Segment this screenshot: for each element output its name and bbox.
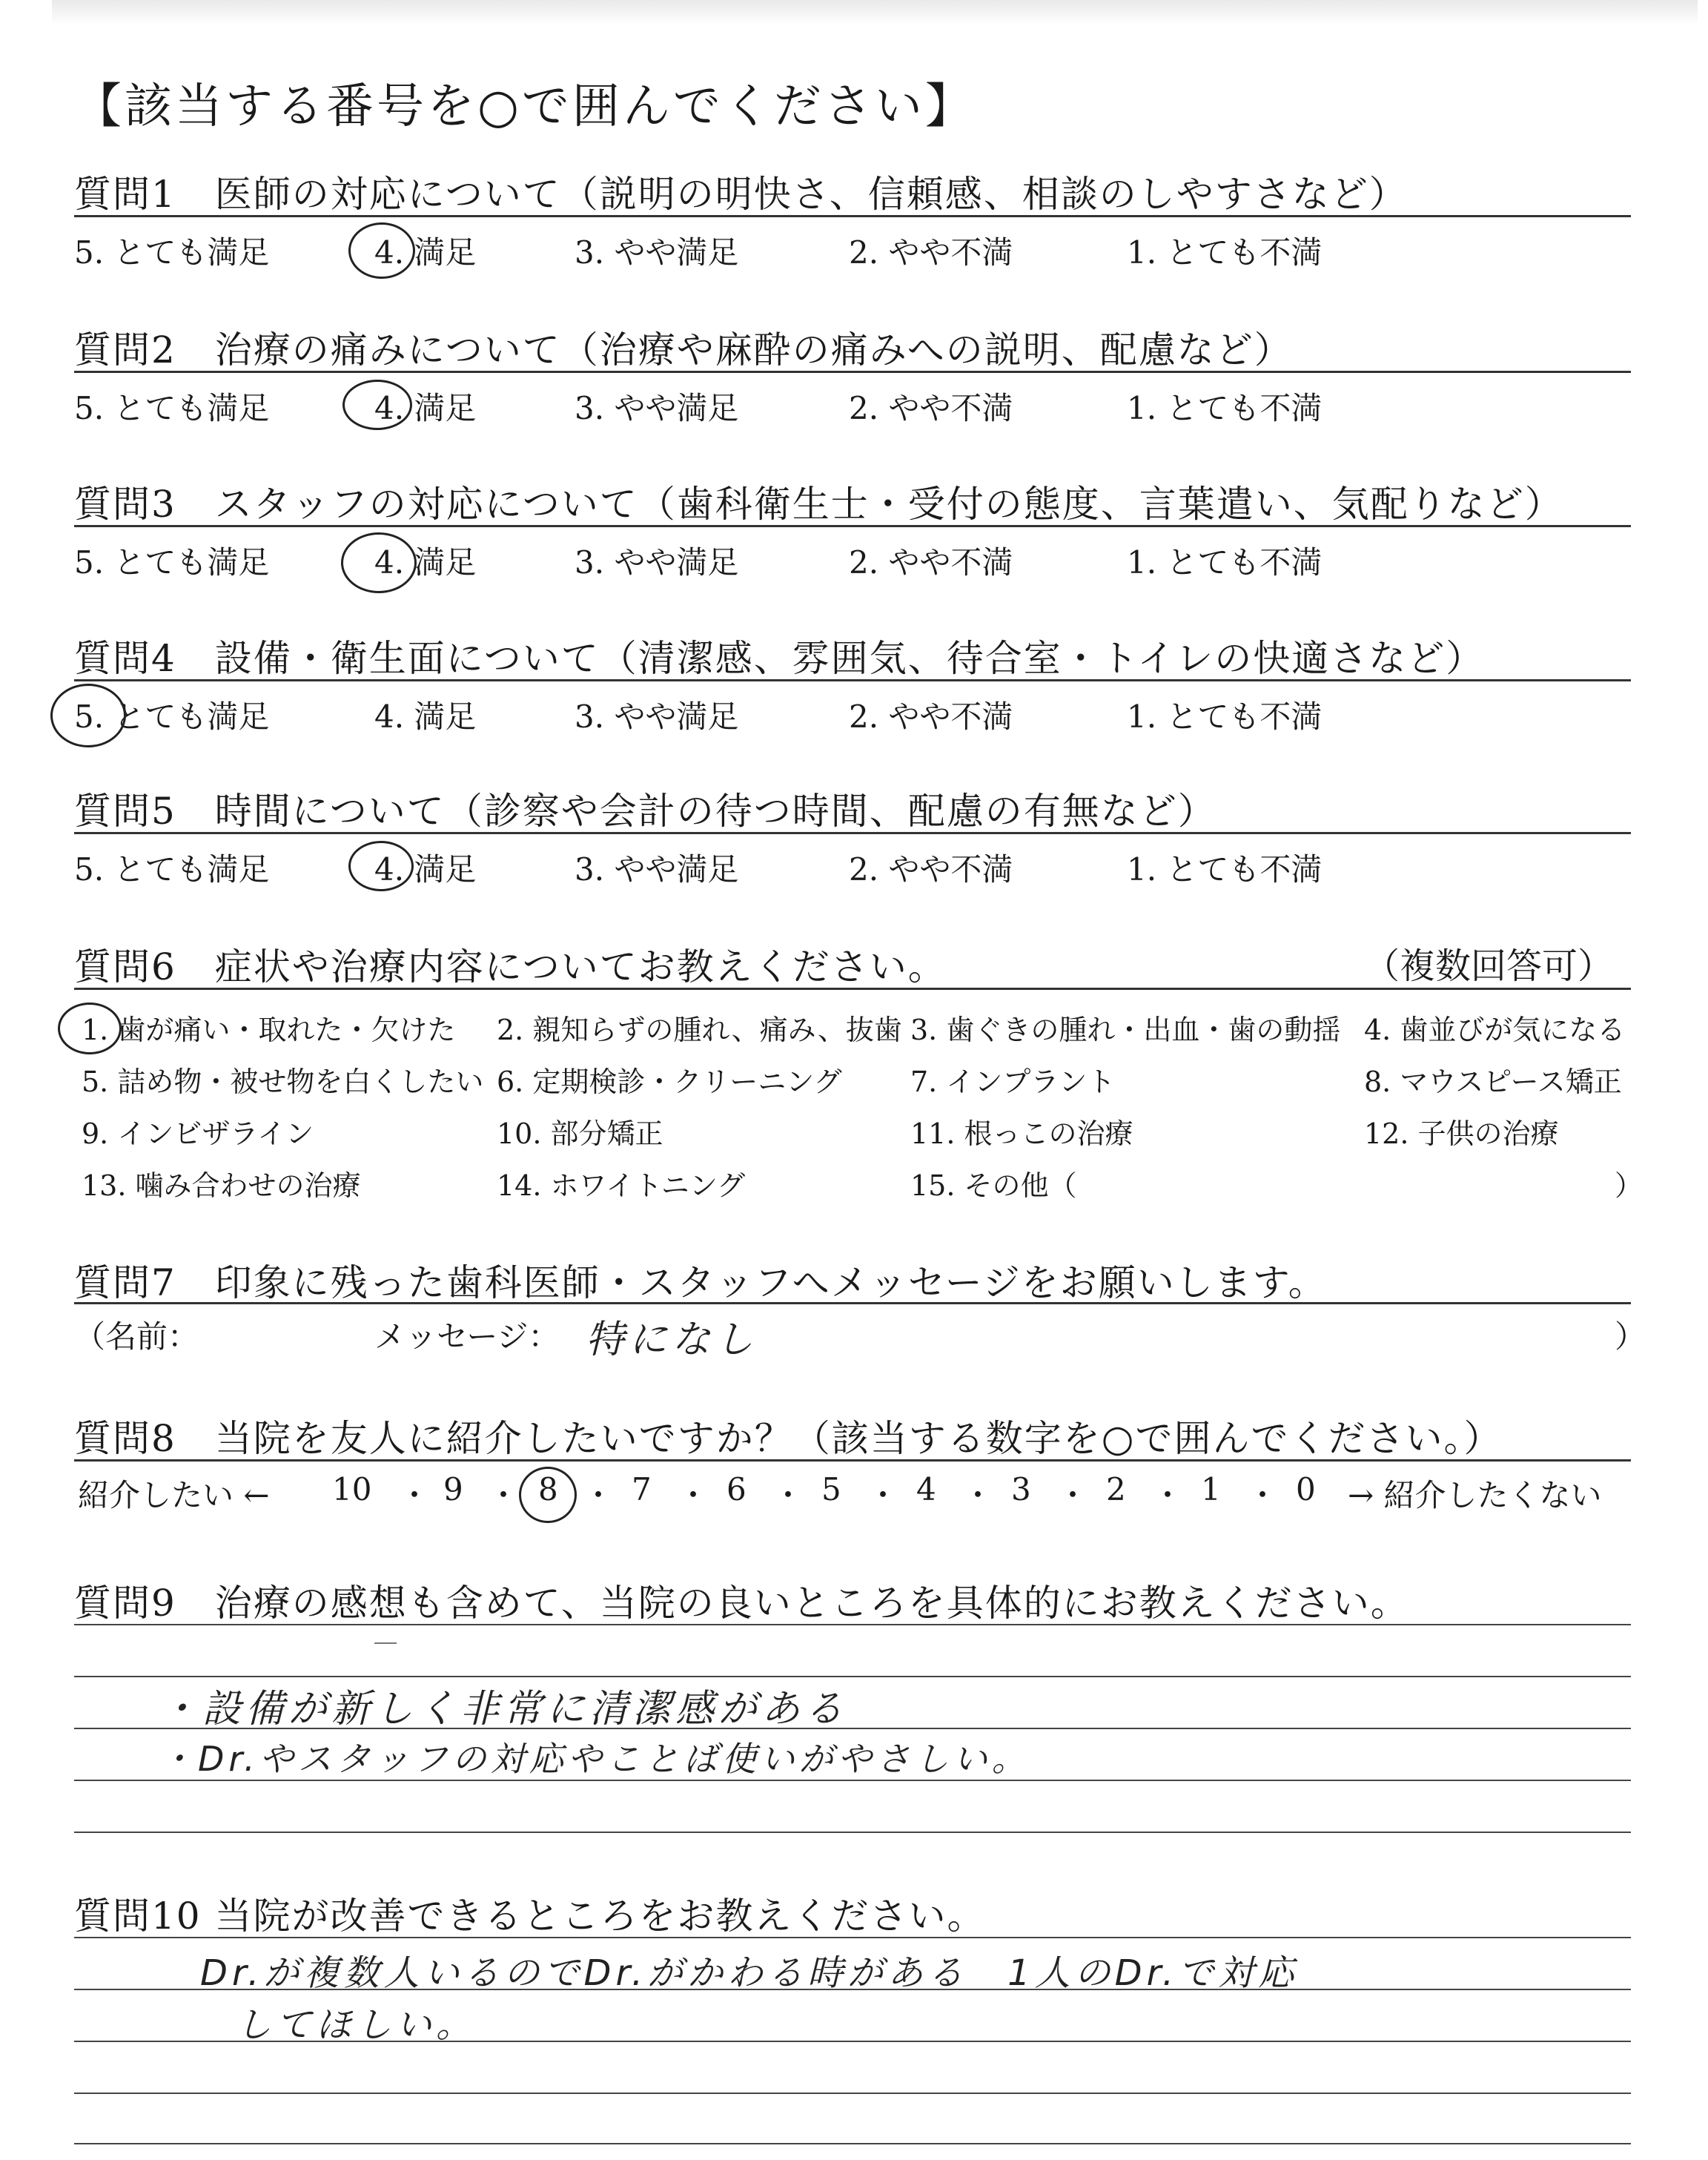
scale-dot: ・ xyxy=(1247,1477,1279,1513)
rating-option-3[interactable]: 3. やや満足 xyxy=(575,390,739,426)
question-title: 質問1 医師の対応について（説明の明快さ、信頼感、相談のしやすさなど） xyxy=(74,173,1408,216)
rating-option-4[interactable]: 4. 満足 xyxy=(374,544,477,581)
rating-option-3[interactable]: 3. やや満足 xyxy=(575,851,739,888)
scale-3[interactable]: 3 xyxy=(1011,1471,1031,1507)
symptom-option[interactable]: 15. その他（ xyxy=(910,1169,1077,1202)
rating-option-2[interactable]: 2. やや不満 xyxy=(849,851,1013,888)
rating-option-3[interactable]: 3. やや満足 xyxy=(575,698,739,735)
selection-circle xyxy=(341,532,417,593)
message-label: メッセージ： xyxy=(374,1318,560,1355)
symptom-option[interactable]: 4. 歯並びが気になる xyxy=(1364,1014,1626,1046)
scale-4[interactable]: 4 xyxy=(916,1471,936,1507)
multiple-answers-note: （複数回答可） xyxy=(1364,945,1614,987)
selection-circle xyxy=(58,1003,122,1054)
symptom-option[interactable]: 9. インビザライン xyxy=(82,1117,314,1150)
close-paren: ） xyxy=(1615,1318,1646,1355)
scale-5[interactable]: 5 xyxy=(821,1471,841,1507)
symptom-option[interactable]: 1. 歯が痛い・取れた・欠けた xyxy=(82,1014,456,1046)
selection-circle xyxy=(348,841,414,891)
rating-option-4[interactable]: 4. 満足 xyxy=(374,234,477,271)
other-close-paren: ） xyxy=(1615,1169,1644,1202)
handwritten-answer[interactable]: してほしい。 xyxy=(236,2004,477,2046)
symptom-option[interactable]: 5. 詰め物・被せ物を白くしたい xyxy=(82,1066,484,1098)
scale-dot: ・ xyxy=(962,1477,994,1513)
rating-option-5[interactable]: 5. とても満足 xyxy=(74,698,270,735)
rating-option-1[interactable]: 1. とても不満 xyxy=(1127,698,1323,735)
symptom-option[interactable]: 12. 子供の治療 xyxy=(1364,1117,1559,1150)
symptom-option[interactable]: 8. マウスピース矯正 xyxy=(1364,1066,1622,1098)
scale-dot: ・ xyxy=(583,1477,615,1513)
scale-2[interactable]: 2 xyxy=(1106,1471,1126,1507)
question-title: 質問7 印象に残った歯科医師・スタッフへメッセージをお願いします。 xyxy=(74,1261,1327,1304)
scan-edge xyxy=(52,0,1698,25)
name-label: （名前： xyxy=(74,1318,199,1355)
scale-dot: ・ xyxy=(399,1477,431,1513)
rating-option-1[interactable]: 1. とても不満 xyxy=(1127,390,1323,426)
symptom-option[interactable]: 11. 根っこの治療 xyxy=(910,1117,1133,1150)
form-header: 【該当する番号を○で囲んでください】 xyxy=(74,79,976,134)
rating-option-4[interactable]: 4. 満足 xyxy=(374,698,477,735)
scale-dot: ・ xyxy=(1152,1477,1184,1513)
scale-dot: ・ xyxy=(772,1477,804,1513)
symptom-option[interactable]: 13. 噛み合わせの治療 xyxy=(82,1169,361,1202)
recommend-left-label: 紹介したい ← xyxy=(78,1477,270,1513)
rating-option-5[interactable]: 5. とても満足 xyxy=(74,390,270,426)
rating-option-4[interactable]: 4. 満足 xyxy=(374,390,477,426)
selection-circle xyxy=(342,380,412,430)
rating-option-3[interactable]: 3. やや満足 xyxy=(575,234,739,271)
question-title: 質問9 治療の感想も含めて、当院の良いところを具体的にお教えください。 xyxy=(74,1582,1409,1625)
symptom-option[interactable]: 7. インプラント xyxy=(910,1066,1116,1098)
question-title: 質問6 症状や治療内容についてお教えください。 xyxy=(74,945,947,988)
scale-10[interactable]: 10 xyxy=(332,1471,372,1507)
question-title: 質問3 スタッフの対応について（歯科衛生士・受付の態度、言葉遣い、気配りなど） xyxy=(74,483,1563,526)
symptom-option[interactable]: 10. 部分矯正 xyxy=(497,1117,663,1150)
rating-option-2[interactable]: 2. やや不満 xyxy=(849,544,1013,581)
scale-7[interactable]: 7 xyxy=(632,1471,652,1507)
handwritten-answer[interactable]: ・Dr.やスタッフの対応やことば使いがやさしい。 xyxy=(159,1739,1030,1779)
rating-option-4[interactable]: 4. 満足 xyxy=(374,851,477,888)
rating-option-3[interactable]: 3. やや満足 xyxy=(575,544,739,581)
recommend-right-label: → 紹介したくない xyxy=(1348,1477,1602,1513)
rating-option-1[interactable]: 1. とても不満 xyxy=(1127,234,1323,271)
scale-0[interactable]: 0 xyxy=(1296,1471,1316,1507)
rating-option-5[interactable]: 5. とても満足 xyxy=(74,234,270,271)
question-title: 質問4 設備・衛生面について（清潔感、雰囲気、待合室・トイレの快適さなど） xyxy=(74,637,1485,680)
question-title: 質問8 当院を友人に紹介したいですか？（該当する数字を○で囲んでください。） xyxy=(74,1417,1503,1460)
question-title: 質問5 時間について（診察や会計の待つ時間、配慮の有無など） xyxy=(74,790,1217,833)
scale-dot: ・ xyxy=(1057,1477,1089,1513)
rating-option-1[interactable]: 1. とても不満 xyxy=(1127,544,1323,581)
scale-dot: ・ xyxy=(488,1477,520,1513)
rating-option-5[interactable]: 5. とても満足 xyxy=(74,544,270,581)
symptom-option[interactable]: 14. ホワイトニング xyxy=(497,1169,746,1202)
rating-option-2[interactable]: 2. やや不満 xyxy=(849,234,1013,271)
question-title: 質問2 治療の痛みについて（治療や麻酔の痛みへの説明、配慮など） xyxy=(74,328,1293,371)
symptom-option[interactable]: 3. 歯ぐきの腫れ・出血・歯の動揺 xyxy=(910,1014,1341,1046)
handwritten-answer[interactable]: ・設備が新しく非常に清潔感がある xyxy=(159,1687,848,1731)
selection-circle xyxy=(519,1467,577,1523)
question-title: 質問10 当院が改善できるところをお教えください。 xyxy=(74,1895,986,1938)
handwritten-answer[interactable]: Dr.が複数人いるのでDr.がかわる時がある 1人のDr.で対応 xyxy=(200,1952,1299,1994)
scale-dot: ・ xyxy=(678,1477,709,1513)
rating-option-2[interactable]: 2. やや不満 xyxy=(849,698,1013,735)
symptom-option[interactable]: 2. 親知らずの腫れ、痛み、抜歯 xyxy=(497,1014,902,1046)
scale-8[interactable]: 8 xyxy=(538,1471,558,1507)
symptom-option[interactable]: 6. 定期検診・クリーニング xyxy=(497,1066,842,1098)
selection-circle xyxy=(348,222,415,279)
scale-1[interactable]: 1 xyxy=(1201,1471,1221,1507)
handwritten-message[interactable]: 特になし xyxy=(586,1318,758,1362)
rating-option-1[interactable]: 1. とても不満 xyxy=(1127,851,1323,888)
rating-option-5[interactable]: 5. とても満足 xyxy=(74,851,270,888)
scale-6[interactable]: 6 xyxy=(726,1471,747,1507)
rating-option-2[interactable]: 2. やや不満 xyxy=(849,390,1013,426)
scale-9[interactable]: 9 xyxy=(443,1471,463,1507)
scale-dot: ・ xyxy=(867,1477,899,1513)
selection-circle xyxy=(50,684,126,747)
